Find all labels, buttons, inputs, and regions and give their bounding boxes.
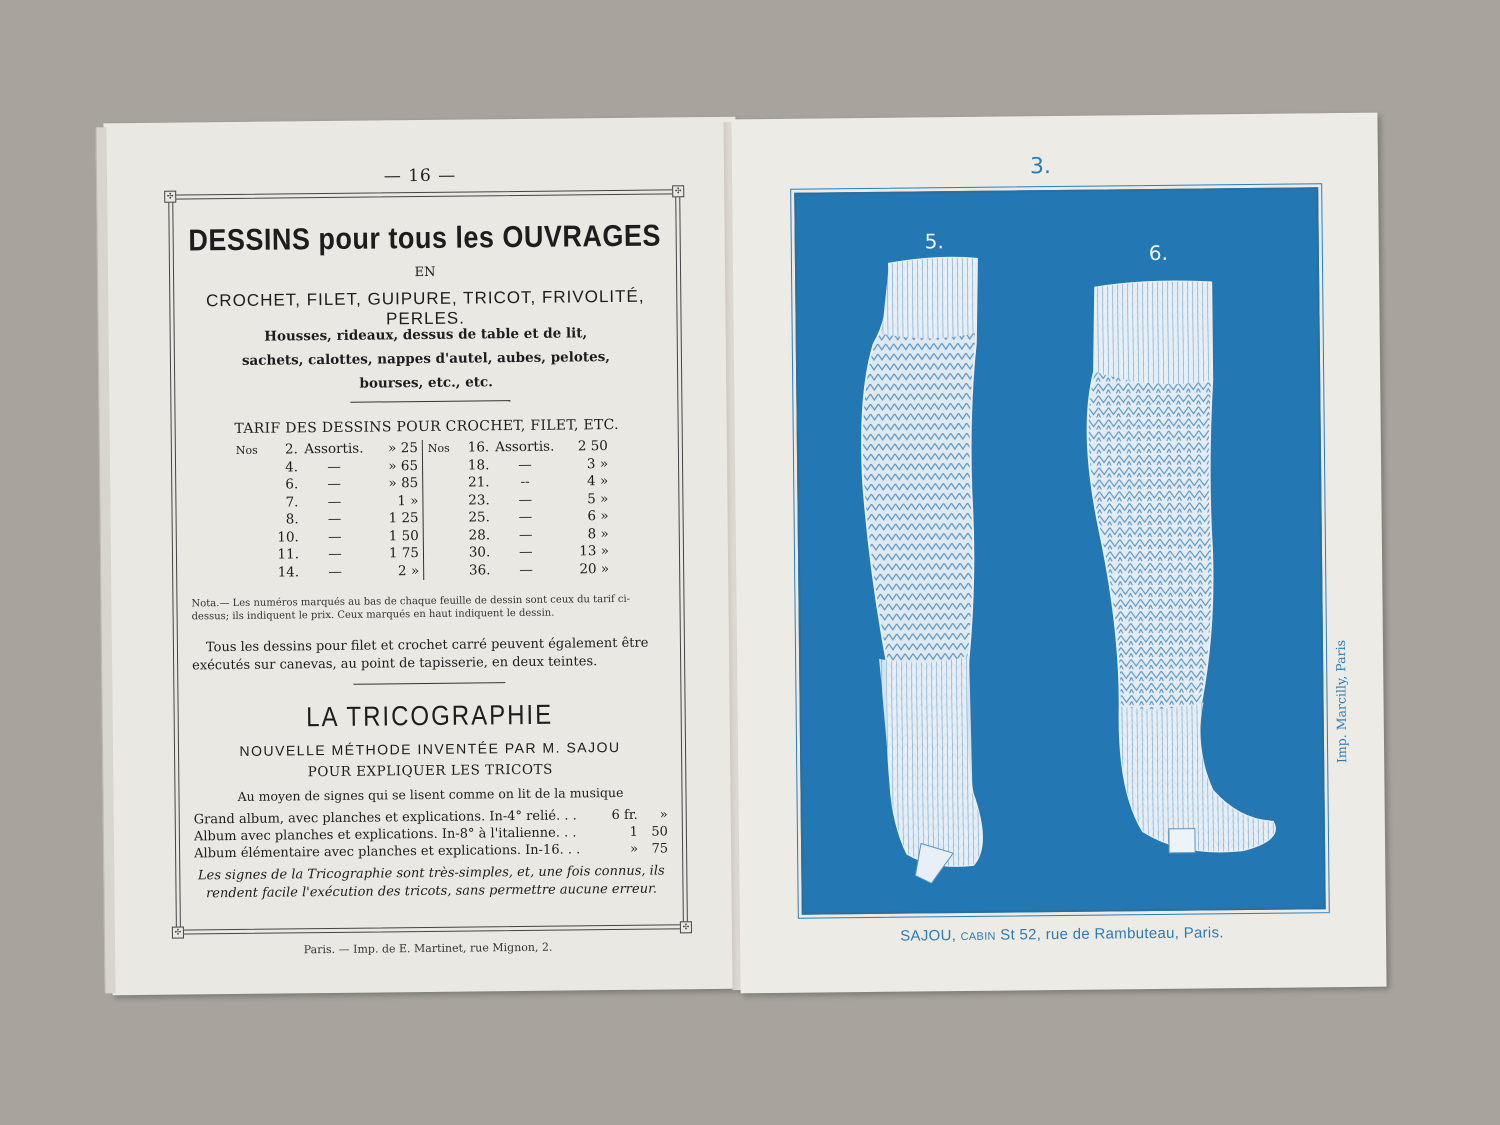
- tarif-row: [236, 493, 422, 512]
- printer-footer: Paris. — Imp. de E. Martinet, rue Mignon, 2.: [303, 940, 553, 957]
- frame-corner-ornament-icon: ✣: [680, 921, 692, 933]
- tarif-row: [428, 456, 608, 475]
- tarif-prefix: [237, 564, 265, 582]
- plate-printer-credit: Imp. Marcilly, Paris: [1332, 639, 1350, 764]
- items-list: [175, 320, 678, 397]
- album-price-centimes: 75: [651, 841, 669, 857]
- tarif-label: —: [519, 543, 533, 561]
- tarif-number: 23.: [468, 491, 490, 509]
- tarif-price: » 25: [388, 440, 418, 457]
- tarif-row: [429, 526, 609, 545]
- album-price-francs: 6 fr.: [611, 807, 638, 824]
- tarif-label: —: [328, 545, 342, 563]
- tarif-price: 2 50: [577, 438, 608, 455]
- tarif-row: [237, 545, 423, 564]
- divider-rule: [350, 400, 510, 403]
- tarif-label: —: [327, 528, 342, 545]
- tarif-prefix: [236, 494, 264, 512]
- tarif-price: 1 50: [388, 527, 419, 544]
- tarif-price: 1 75: [388, 545, 420, 562]
- tarif-number: 6.: [285, 476, 299, 493]
- title-connector: EN: [414, 264, 436, 281]
- tarif-price: 13 »: [579, 543, 610, 560]
- frame-corner-ornament-icon: ✣: [672, 185, 684, 197]
- tarif-number: 18.: [467, 456, 490, 474]
- figure-6-legging: [1086, 280, 1275, 853]
- tricographie-title: LA TRICOGRAPHIE: [306, 699, 554, 734]
- items-line: Housses, rideaux, dessus de table et de lit,: [264, 325, 588, 345]
- tarif-prefix: [237, 547, 265, 565]
- page-number: — 16 —: [383, 165, 457, 187]
- tarif-prefix: [428, 492, 456, 510]
- tarif-number: 10.: [277, 528, 299, 546]
- tarif-row: [236, 475, 422, 494]
- tarif-number: 30.: [468, 544, 491, 561]
- nota-note: Nota.— Les numéros marqués au bas de chaque feuille de dessin sont ceux du tarif ci-dessus; ils indiquent le prix. Ceux marqués en haut indiquent le dessin.: [191, 593, 631, 623]
- tarif-label: —: [327, 493, 342, 510]
- tarif-label: Assortis.: [304, 440, 364, 458]
- tarif-row: [428, 473, 608, 492]
- albums-price-list: [194, 806, 669, 862]
- tarif-label: —: [518, 456, 532, 473]
- tarif-row: [429, 543, 609, 562]
- tarif-row: [236, 458, 422, 477]
- album-description: Grand album, avec planches et explications. In-4° relié. . .: [193, 808, 577, 828]
- tarif-label: —: [518, 491, 533, 508]
- tarif-row: [428, 438, 608, 457]
- tarif-row: [429, 508, 609, 527]
- figure-5-legging: [860, 258, 983, 885]
- tarif-label: Assortis.: [495, 438, 555, 456]
- tarif-prefix: [429, 527, 457, 545]
- album-price-francs: »: [630, 841, 639, 857]
- tarif-price: » 65: [388, 457, 419, 474]
- tarif-price: 5 »: [587, 490, 609, 507]
- publisher-name: SAJOU,: [900, 927, 957, 945]
- page-title: DESSINS pour tous les OUVRAGES: [188, 218, 662, 258]
- tarif-label: —: [518, 508, 533, 526]
- tarif-number: 36.: [468, 561, 491, 579]
- tarif-label: —: [327, 458, 341, 475]
- divider-rule: [353, 682, 505, 685]
- items-line: bourses, etc., etc.: [359, 374, 493, 392]
- tarif-number: 7.: [285, 493, 299, 510]
- tarif-prefix: [237, 512, 265, 530]
- tarif-price: 4 »: [586, 473, 609, 490]
- canvas-paragraph: Tous les dessins pour filet et crochet carré peuvent également être exécutés sur canevas, au point de tapisserie, en deux teintes.: [192, 635, 649, 674]
- tarif-label: —: [328, 563, 342, 580]
- frame-corner-ornament-icon: ✣: [172, 927, 184, 939]
- tarif-row: [429, 561, 609, 580]
- techniques-list: CROCHET, FILET, GUIPURE, TRICOT, FRIVOLITÉ, PERLES.: [205, 286, 645, 329]
- album-price-centimes: »: [659, 807, 668, 823]
- tarif-row: [236, 440, 422, 459]
- tarif-row: [237, 528, 423, 547]
- tarif-row: [237, 510, 423, 529]
- tarif-number: 14.: [277, 563, 300, 581]
- tarif-column-left: [236, 440, 424, 582]
- tarif-prefix: [236, 477, 264, 495]
- tarif-table: [235, 438, 626, 581]
- plate-number: 3.: [1029, 154, 1052, 180]
- left-page: [103, 117, 744, 996]
- tarif-number: 8.: [285, 511, 299, 528]
- publisher-address: St 52, rue de Rambuteau, Paris.: [1000, 924, 1224, 944]
- open-booklet: [98, 112, 1390, 1002]
- tarif-prefix: [429, 545, 457, 563]
- ornamental-frame: [166, 186, 690, 937]
- tarif-row: [237, 563, 423, 582]
- tarif-number: 4.: [285, 458, 299, 475]
- tarif-prefix: [428, 475, 456, 493]
- right-page: [731, 113, 1386, 994]
- tarif-prefix: [429, 510, 457, 528]
- tricographie-description: Au moyen de signes qui se lisent comme on lit de la musique: [237, 784, 624, 804]
- items-line: sachets, calottes, nappes d'autel, aubes, pelotes,: [241, 349, 611, 369]
- tarif-number: 25.: [468, 509, 490, 526]
- tarif-prefix: [429, 562, 457, 580]
- tarif-prefix: Nos: [235, 443, 258, 457]
- tarif-price: 20 »: [579, 560, 610, 577]
- signes-paragraph: Les signes de la Tricographie sont très-simples, et, une fois connus, ils rendent facile l'exécution des tricots, sans permettre aucune erreur.: [197, 863, 665, 902]
- tarif-row: [428, 491, 608, 510]
- tarif-label: —: [327, 475, 342, 493]
- tarif-column-right: [428, 438, 609, 580]
- publisher-footer: [802, 923, 1322, 945]
- tarif-price: 8 »: [587, 525, 609, 542]
- frame-corner-ornament-icon: ✣: [164, 191, 176, 203]
- tarif-label: —: [327, 510, 342, 528]
- tarif-prefix: [236, 459, 264, 477]
- tarif-number: 16.: [467, 439, 490, 456]
- tarif-number: 21.: [467, 474, 490, 491]
- tarif-price: » 85: [388, 475, 419, 492]
- tarif-label: --: [520, 473, 530, 490]
- tarif-price: 1 25: [388, 510, 419, 527]
- album-description: Album élémentaire avec planches et explications. In-16. . .: [194, 842, 581, 862]
- tarif-prefix: [428, 457, 456, 475]
- figure-5-label: 5.: [924, 229, 944, 254]
- publisher-cabin: CABIN: [960, 930, 996, 944]
- tarif-price: 2 »: [397, 562, 420, 579]
- tarif-number: 28.: [468, 526, 491, 544]
- tarif-prefix: Nos: [427, 441, 450, 455]
- tarif-price: 1 »: [397, 492, 419, 509]
- tricographie-subtitle-2: POUR EXPLIQUER LES TRICOTS: [307, 761, 553, 781]
- tarif-price: 6 »: [587, 508, 609, 525]
- album-description: Album avec planches et explications. In-8° à l'italienne. . .: [193, 825, 577, 845]
- album-row: [194, 840, 668, 862]
- tarif-price: 3 »: [586, 455, 609, 472]
- tarif-label: —: [519, 561, 533, 578]
- plate-illustration: [794, 187, 1326, 914]
- knitted-leggings-illustration: [796, 189, 1323, 912]
- album-price-francs: 1: [629, 824, 638, 840]
- figure-6-label: 6.: [1148, 240, 1169, 266]
- tarif-number: 11.: [277, 546, 300, 563]
- tarif-label: —: [518, 526, 533, 543]
- tarif-title: TARIF DES DESSINS POUR CROCHET, FILET, ETC.: [234, 416, 619, 437]
- tarif-prefix: [237, 529, 265, 547]
- tarif-number: 2.: [284, 441, 298, 458]
- tricographie-subtitle: NOUVELLE MÉTHODE INVENTÉE PAR M. SAJOU: [239, 738, 621, 759]
- album-price-centimes: 50: [651, 824, 668, 840]
